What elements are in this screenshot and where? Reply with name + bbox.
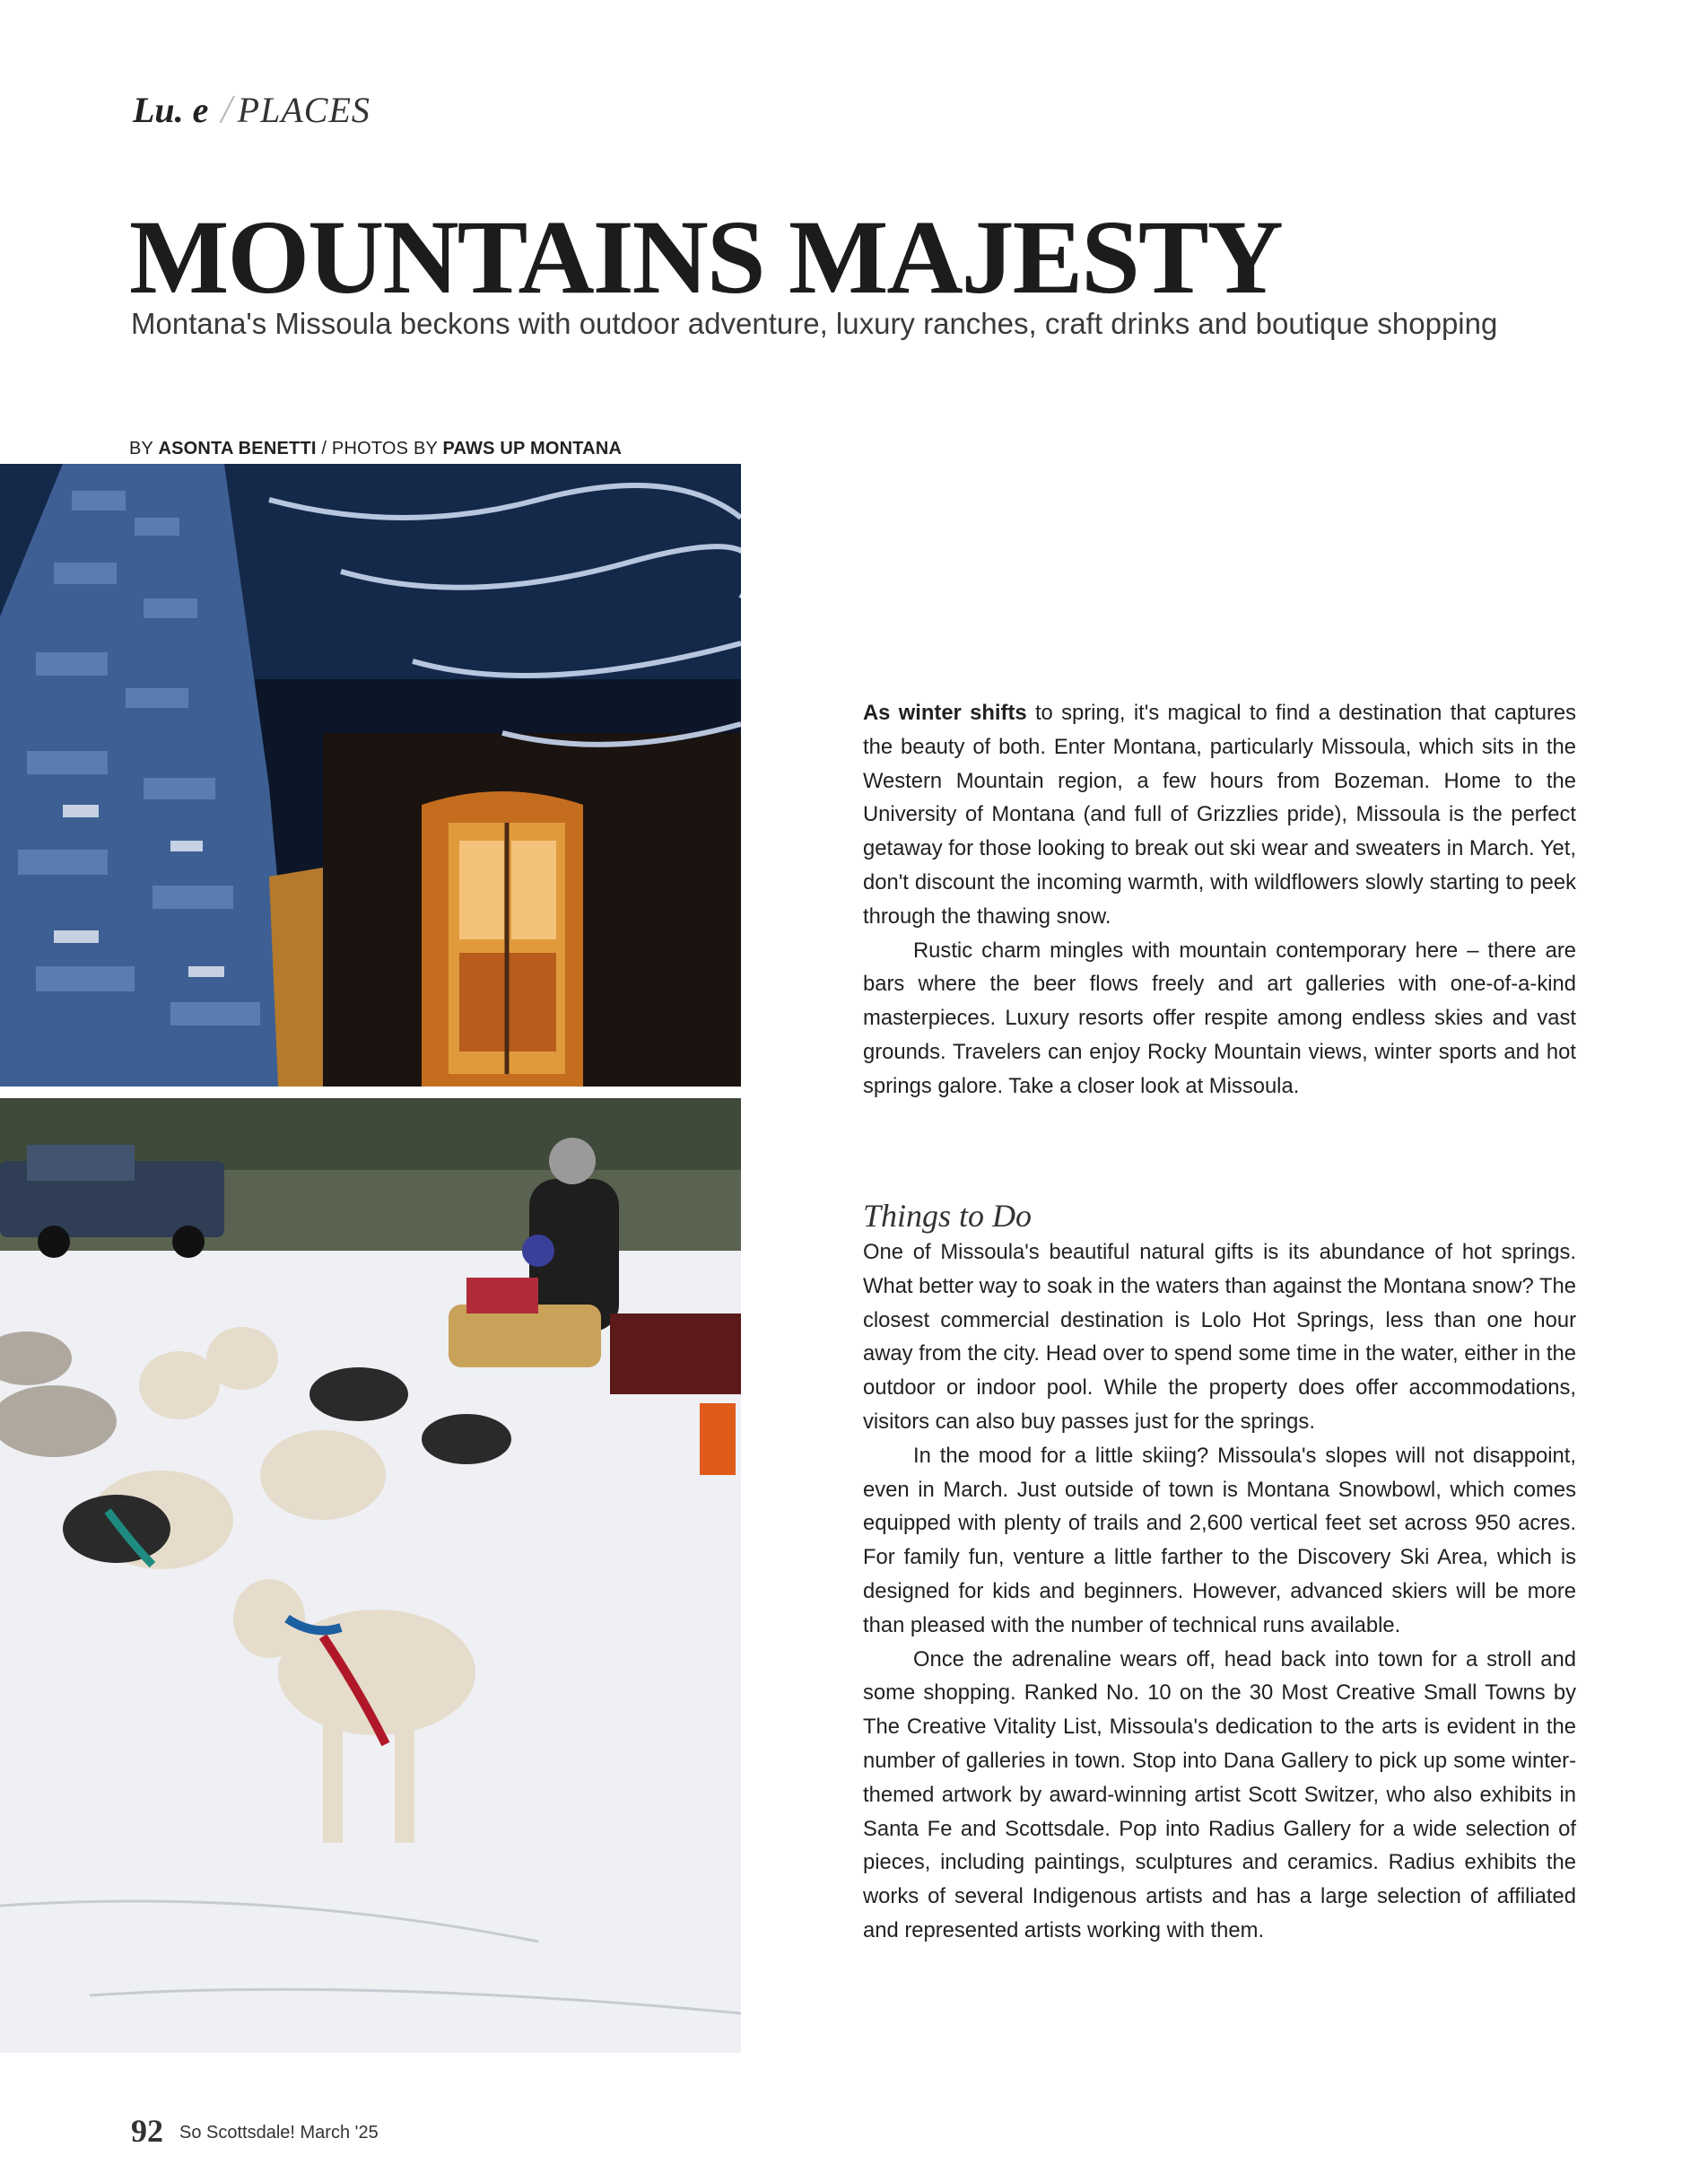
section-divider: / — [221, 87, 232, 131]
page-footer — [131, 2112, 379, 2150]
byline-author: ASONTA BENETTI — [158, 439, 317, 458]
byline-by-prefix: BY — [129, 439, 153, 458]
intro-paragraph-2: Rustic charm mingles with mountain contemporary here – there are bars where the beer flows freely and art galleries with one-of-a-kind masterpieces. Luxury resorts offer respite among endless skies and vast grounds. Travelers can enjoy Rocky Mountain views, winter sports and hot springs galore. Take a closer look at Missoula. — [863, 938, 1576, 1098]
things-to-do-text — [863, 1235, 1576, 1948]
things-paragraph-3: Once the adrenaline wears off, head back into town for a stroll and some shopping. Ranked No. 10 on the 30 Most Creative Small Towns by The Creative Vitality List, Missoula's dedication to the arts is evident in the number of galleries in town. Stop into Dana Gallery to pick up some winter-themed artwork by award-winning artist Scott Switzer, who also exhibits in Santa Fe and Scottsdale. Pop into Radius Gallery for a wide selection of pieces, including paintings, sculptures and ceramics. Radius exhibits the works of several Indigenous artists and has a large selection of affiliated and represented artists working with them. — [863, 1646, 1576, 1942]
section-brand-logo: Lu. e — [133, 90, 209, 130]
section-tag — [133, 86, 370, 132]
intro-text — [863, 696, 1576, 1104]
intro-paragraph-1 — [863, 696, 1576, 934]
article-subtitle: Montana's Missoula beckons with outdoor adventure, luxury ranches, craft drinks and boutique shopping — [131, 307, 1498, 340]
byline-photographer: PAWS UP MONTANA — [442, 439, 623, 458]
lead-in: As winter shifts — [863, 701, 1027, 725]
cabin-night-photo — [0, 464, 741, 1087]
page-number: 92 — [131, 2113, 163, 2149]
things-paragraph-2: In the mood for a little skiing? Missoula's slopes will not disappoint, even in March. Just outside of town is Montana Snowbowl, which comes equipped with plenty of trails and 2,600 vertical feet set across 950 acres. For family fun, venture a little farther to the Discovery Ski Area, which is designed for kids and beginners. However, advanced skiers will be more than pleased with the number of technical runs available. — [863, 1443, 1576, 1637]
things-paragraph-1: One of Missoula's beautiful natural gifts is its abundance of hot springs. What better way to soak in the waters than against the Montana snow? The closest commercial destination is Lolo Hot Springs, less than one hour away from the city. Head over to spend some time in the water, either in the outdoor or indoor pool. While the property does offer accommodations, visitors can also buy passes just for the springs. — [863, 1240, 1576, 1434]
publication-name: So Scottsdale! March '25 — [179, 2123, 379, 2143]
byline — [129, 439, 622, 459]
things-to-do-heading: Things to Do — [863, 1198, 1033, 1234]
article-title: MOUNTAINS MAJESTY — [129, 198, 1282, 316]
section-name: PLACES — [237, 90, 370, 130]
sled-dogs-photo — [0, 1098, 741, 2053]
intro-paragraph-1-text: to spring, it's magical to find a destination that captures the beauty of both. Enter Montana, particularly Missoula, which sits in the Western Mountain region, a few hours from Bozeman. Home to the University of Montana (and full of Grizzlies pride), Missoula is the perfect getaway for those looking to break out ski wear and sweaters in March. Yet, don't discount the incoming warmth, with wildflowers slowly starting to peek through the thawing snow. — [863, 701, 1577, 929]
byline-photos-prefix: / PHOTOS BY — [321, 439, 438, 458]
